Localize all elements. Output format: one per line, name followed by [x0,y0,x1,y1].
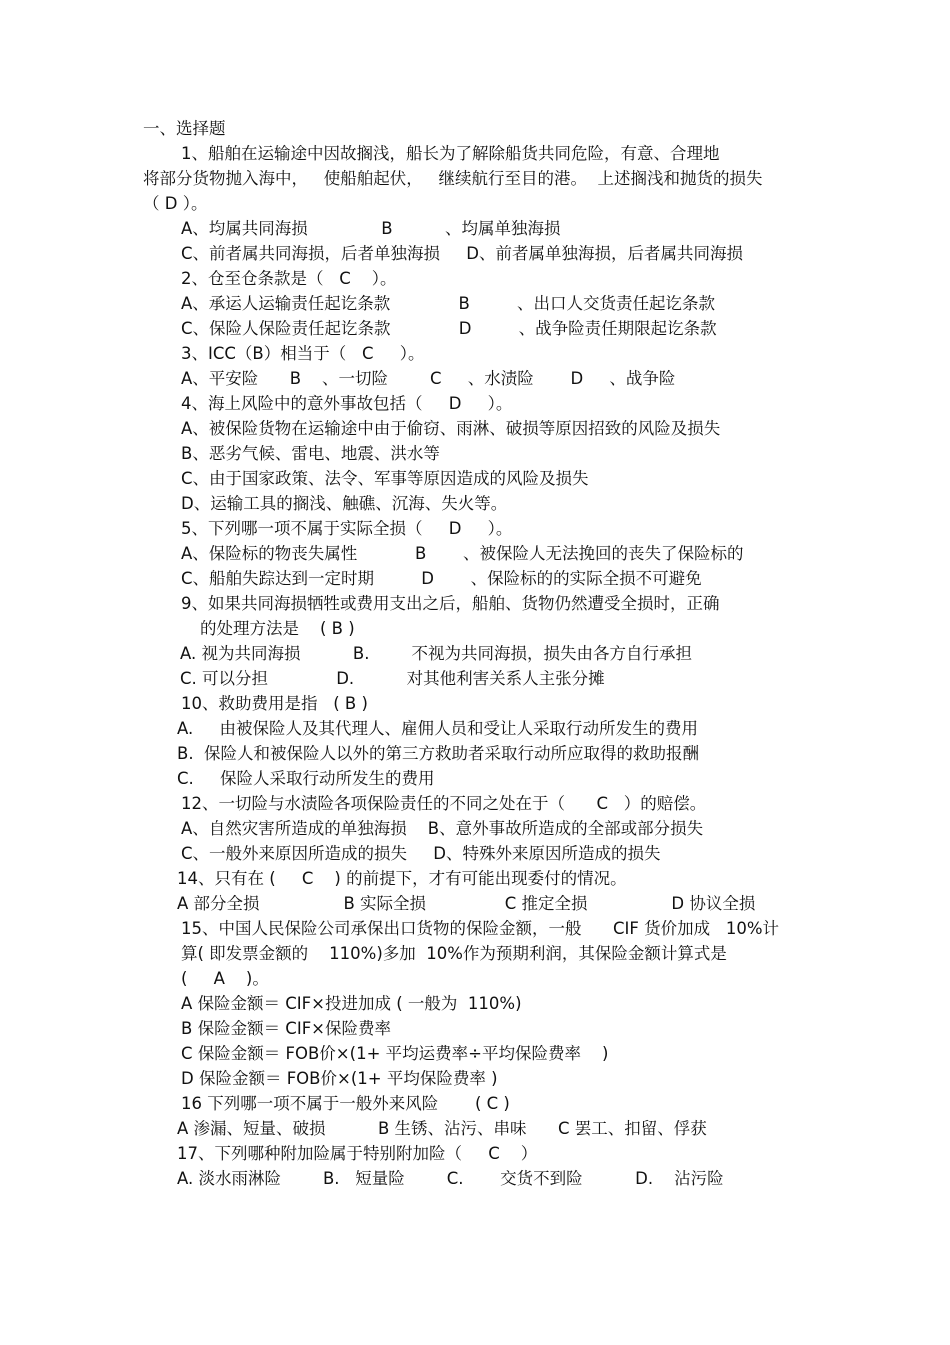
question-1-options-ab: A、均属共同海损 B 、均属单独海损 [181,219,561,238]
question-15-line-2: 算( 即发票金额的 110%)多加 10%作为预期利润，其保险金额计算式是 [181,944,727,963]
question-10-option-b: B. 保险人和被保险人以外的第三方救助者采取行动所应取得的救助报酬 [177,744,700,763]
section-heading: 一、选择题 [143,119,226,138]
question-12: 12、一切险与水渍险各项保险责任的不同之处在于（ C ）的赔偿。 [181,794,707,813]
question-15-answer: ( A )。 [181,969,269,988]
question-4-option-c: C、由于国家政策、法令、军事等原因造成的风险及损失 [181,469,589,488]
question-17: 17、下列哪种附加险属于特别附加险（ C ） [177,1144,538,1163]
question-1-line-2: 将部分货物抛入海中， 使船舶起伏， 继续航行至目的港。 上述搁浅和抛货的损失 [143,169,763,188]
question-14-options: A 部分全损 B 实际全损 C 推定全损 D 协议全损 [177,894,756,913]
question-10: 10、救助费用是指 ( B ) [181,694,368,713]
question-2: 2、仓至仓条款是（ C ）。 [181,269,397,288]
question-4-option-d: D、运输工具的搁浅、触礁、沉海、失火等。 [181,494,508,513]
question-4-option-b: B、恶劣气候、雷电、地震、洪水等 [181,444,440,463]
question-16: 16 下列哪一项不属于一般外来风险 ( C ) [181,1094,510,1113]
question-10-option-c: C. 保险人采取行动所发生的费用 [177,769,435,788]
question-4-option-a: A、被保险货物在运输途中由于偷窃、雨淋、破损等原因招致的风险及损失 [181,419,721,438]
question-9-line-1: 9、如果共同海损牺牲或费用支出之后，船舶、货物仍然遭受全损时，正确 [181,594,720,613]
question-15-line-1: 15、中国人民保险公司承保出口货物的保险金额，一般 CIF 货价加成 10%计 [181,919,779,938]
question-3-options: A、平安险 B 、一切险 C 、水渍险 D 、战争险 [181,369,676,388]
question-5: 5、下列哪一项不属于实际全损（ D ）。 [181,519,513,538]
question-15-option-d: D 保险金额＝ FOB价×(1+ 平均保险费率 ) [181,1069,498,1088]
question-12-options-ab: A、自然灾害所造成的单独海损 B、意外事故所造成的全部或部分损失 [181,819,704,838]
question-15-option-c: C 保险金额＝ FOB价×(1+ 平均运费率÷平均保险费率 ) [181,1044,609,1063]
question-5-options-ab: A、保险标的物丧失属性 B 、被保险人无法挽回的丧失了保险标的 [181,544,744,563]
question-10-option-a: A. 由被保险人及其代理人、雇佣人员和受让人采取行动所发生的费用 [177,719,698,738]
question-16-options: A 渗漏、短量、破损 B 生锈、沾污、串味 C 罢工、扣留、俘获 [177,1119,707,1138]
question-3: 3、ICC（B）相当于（ C ）。 [181,344,425,363]
question-9-line-2: 的处理方法是 ( B ) [200,619,355,638]
question-9-options-ab: A. 视为共同海损 B. 不视为共同海损，损失由各方自行承担 [180,644,692,663]
question-4: 4、海上风险中的意外事故包括（ D ）。 [181,394,513,413]
question-1-options-cd: C、前者属共同海损，后者单独海损 D、前者属单独海损，后者属共同海损 [181,244,743,263]
question-15-option-a: A 保险金额＝ CIF×投进加成 ( 一般为 110%) [181,994,522,1013]
question-15-option-b: B 保险金额＝ CIF×保险费率 [181,1019,392,1038]
question-1-line-1: 1、船舶在运输途中因故搁浅，船长为了解除船货共同危险，有意、合理地 [181,144,720,163]
question-1-answer: （ D ）。 [143,194,208,213]
question-14: 14、只有在 ( C ) 的前提下，才有可能出现委付的情况。 [177,869,627,888]
question-17-options: A. 淡水雨淋险 B. 短量险 C. 交货不到险 D. 沾污险 [177,1169,724,1188]
question-2-options-cd: C、保险人保险责任起讫条款 D 、战争险责任期限起讫条款 [181,319,717,338]
question-9-options-cd: C. 可以分担 D. 对其他利害关系人主张分摊 [180,669,605,688]
question-2-options-ab: A、承运人运输责任起讫条款 B 、出口人交货责任起讫条款 [181,294,715,313]
question-12-options-cd: C、一般外来原因所造成的损失 D、特殊外来原因所造成的损失 [181,844,661,863]
question-5-options-cd: C、船舶失踪达到一定时期 D 、保险标的的实际全损不可避免 [181,569,702,588]
